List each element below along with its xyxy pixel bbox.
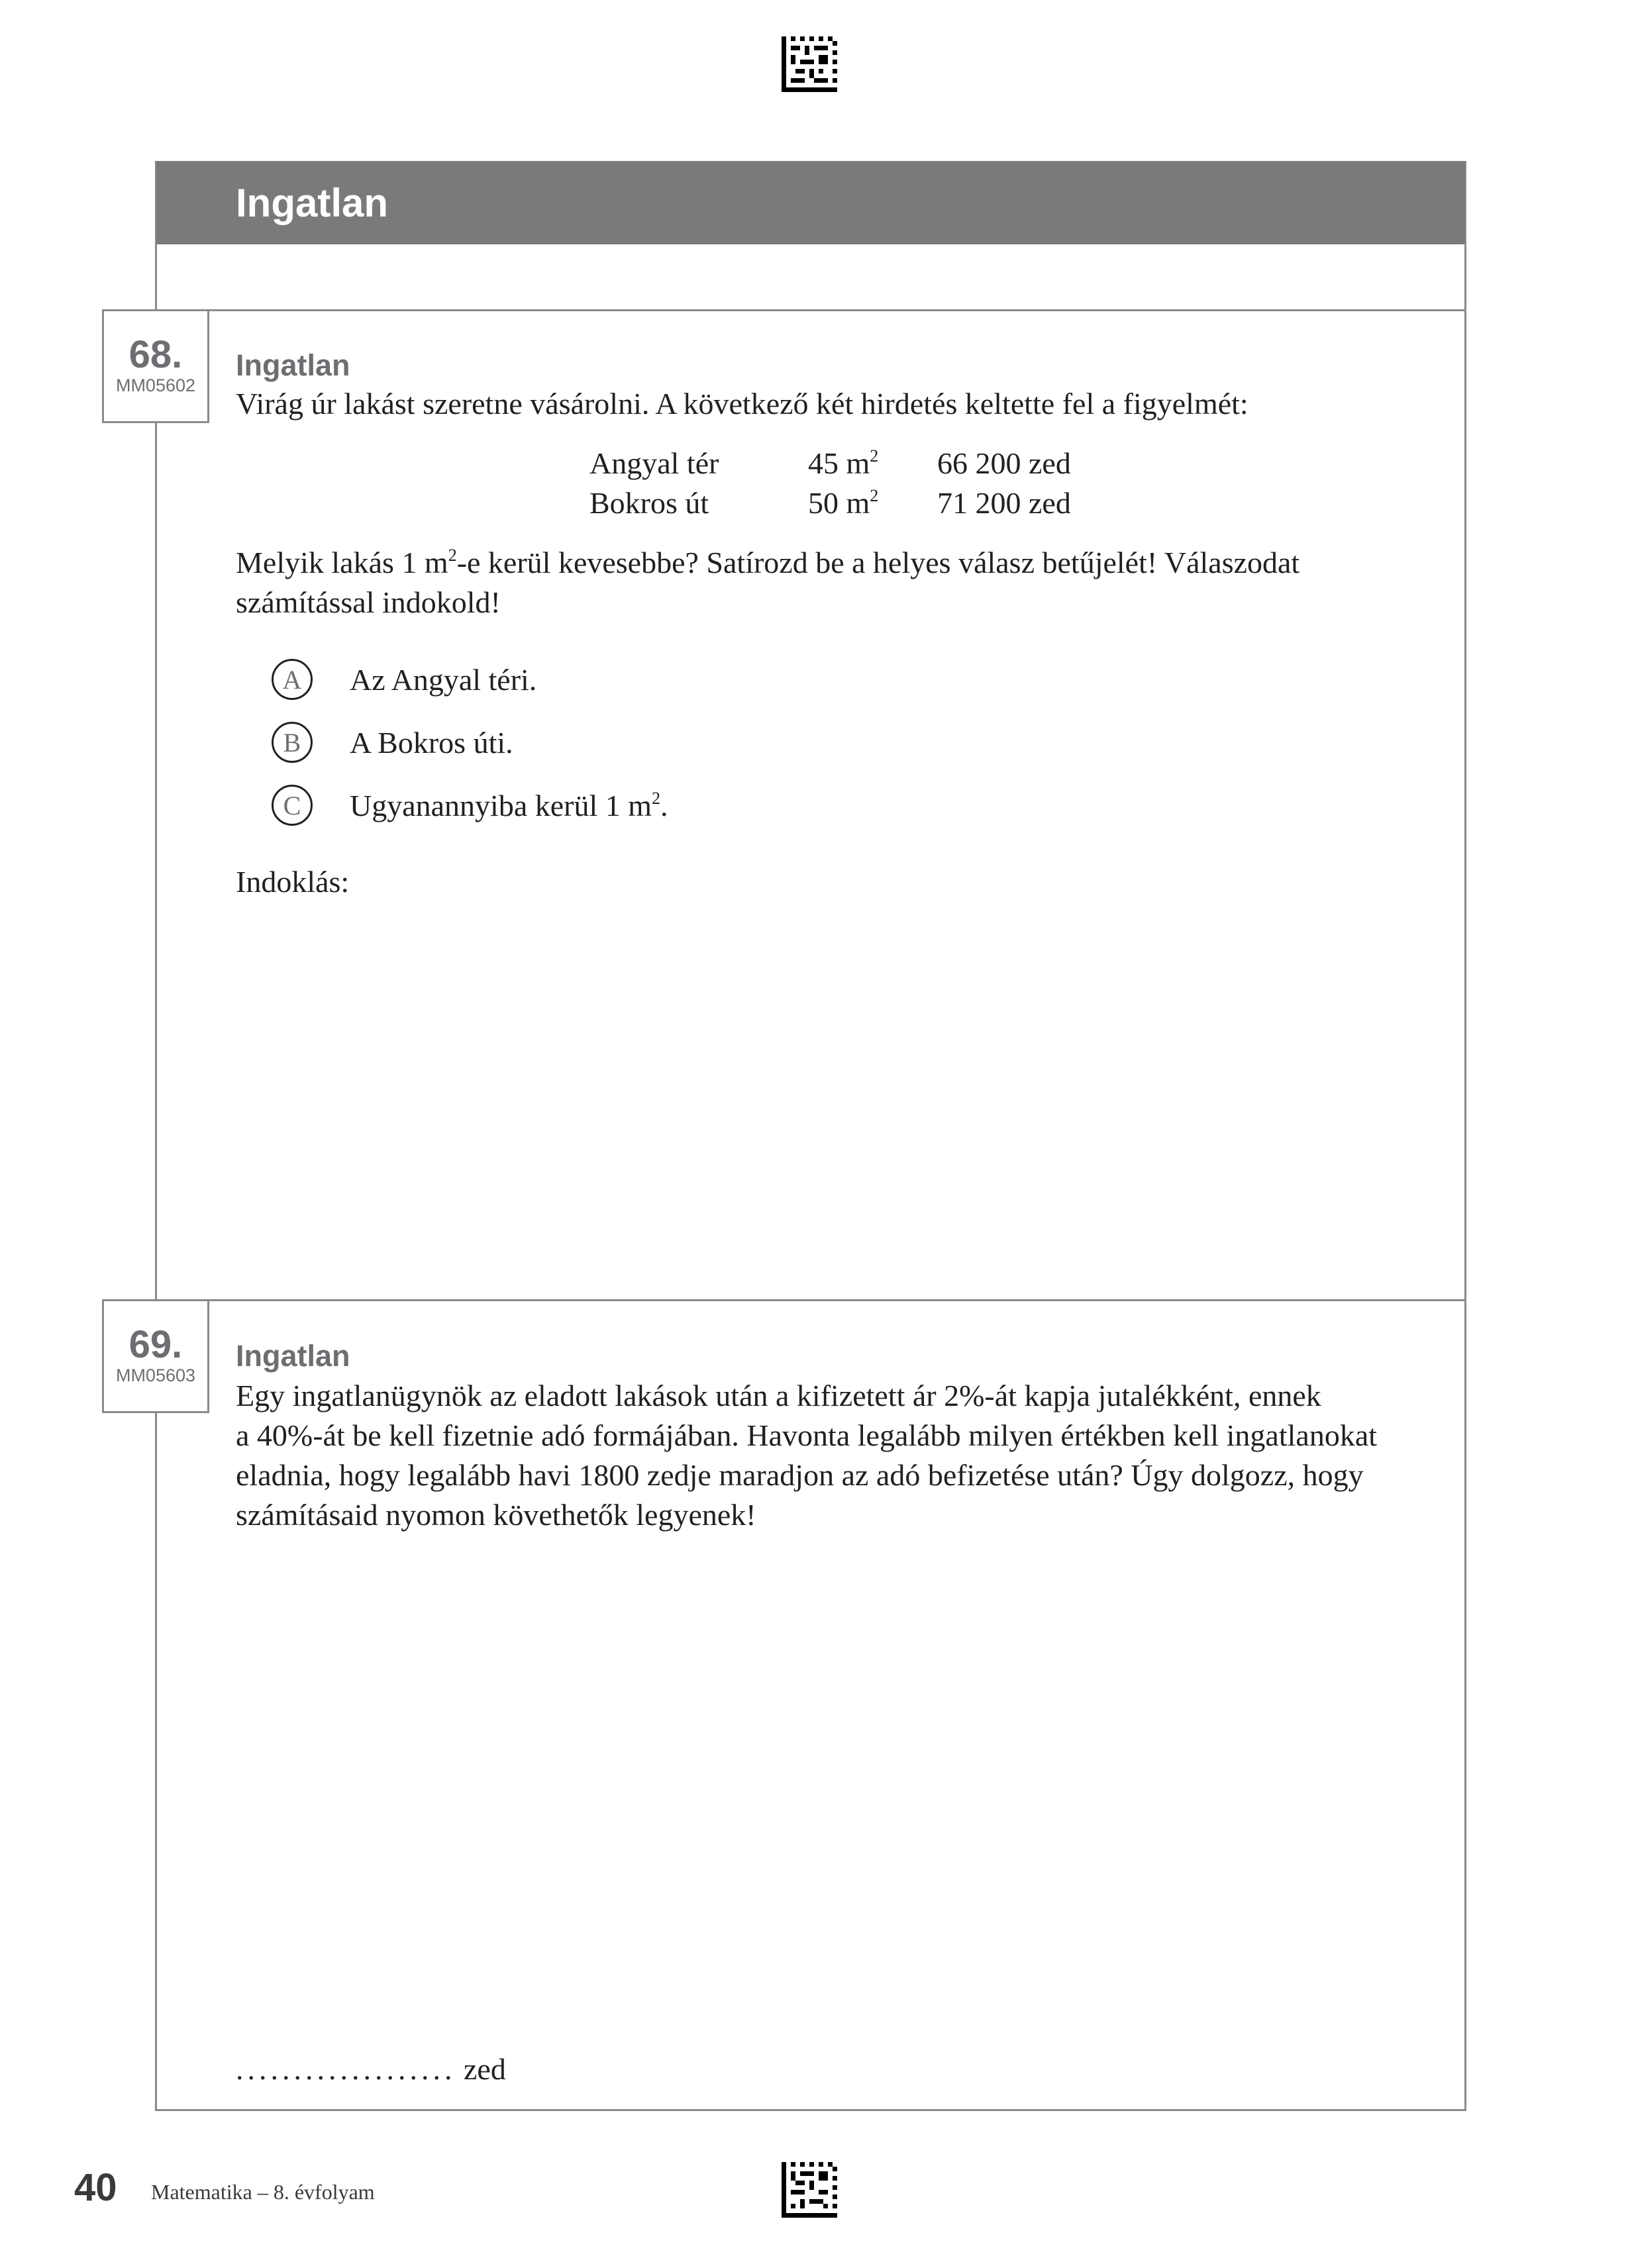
ad-price: 66 200 zed xyxy=(937,446,1071,480)
datamatrix-code-bottom-icon xyxy=(782,2162,837,2218)
justification-label: Indoklás: xyxy=(236,865,350,899)
advertisements-table xyxy=(589,444,1136,523)
divider-q68-top xyxy=(155,309,1466,311)
question-number: 69. xyxy=(128,1323,183,1366)
option-circle[interactable]: C xyxy=(272,785,313,826)
ad-place: Bokros út xyxy=(589,486,709,520)
datamatrix-code-top-icon xyxy=(782,36,837,92)
option-circle[interactable]: A xyxy=(272,659,313,700)
question-title-68: Ingatlan xyxy=(236,348,350,382)
answer-option-b[interactable] xyxy=(272,722,513,763)
section-title: Ingatlan xyxy=(236,181,389,225)
ad-row xyxy=(589,483,1136,523)
question-code: MM05603 xyxy=(115,1365,196,1385)
page-number: 40 xyxy=(74,2166,117,2209)
option-text: Ugyanannyiba kerül 1 $m^2$. xyxy=(350,788,668,822)
ad-area: 45 $m^2$ xyxy=(808,446,879,480)
option-text: A Bokros úti. xyxy=(350,725,513,760)
question-number-box-68 xyxy=(102,309,209,423)
answer-option-a[interactable] xyxy=(272,659,536,700)
question-number-box-69 xyxy=(102,1299,209,1413)
question-number: 68. xyxy=(128,333,183,376)
footer-subject: Matematika – 8. évfolyam xyxy=(151,2180,375,2204)
ad-row xyxy=(589,444,1136,483)
answer-field-69[interactable] xyxy=(236,2051,506,2087)
ad-place: Angyal tér xyxy=(589,446,719,480)
answer-unit: zed xyxy=(464,2052,506,2086)
divider-q69-top xyxy=(155,1299,1466,1301)
question-code: MM05602 xyxy=(115,375,196,395)
option-text: Az Angyal téri. xyxy=(350,662,537,697)
answer-dots[interactable]: ................... xyxy=(236,2052,456,2086)
option-circle[interactable]: B xyxy=(272,722,313,763)
ad-price: 71 200 zed xyxy=(937,486,1071,520)
ad-area: 50 $m^2$ xyxy=(808,486,879,520)
question-intro-68: Virág úr lakást szeretne vásárolni. A következő két hirdetés keltette fel a figyelmét: xyxy=(236,387,1248,420)
answer-option-c[interactable] xyxy=(272,785,668,826)
question-title-69: Ingatlan xyxy=(236,1339,350,1373)
question-prompt-68: Melyik lakás 1 $m^2-e$ kerül kevesebbe? Satírozd be a helyes válasz betűjelét! Válaszodat számítással indokold! xyxy=(236,546,1300,619)
question-body-69: Egy ingatlanügynök az eladott lakások után a kifizetett ár 2%-át kapja jutalékként, ennek a 40%-át be kell fizetnie adó formájában. Havonta legalább milyen értékben kell ingatlanokat eladnia, hogy legalább havi 1800 zedje maradjon az adó befizetése után? Úgy dolgozz, hogy számításaid nyomon követhetők legyenek! xyxy=(236,1379,1378,1532)
